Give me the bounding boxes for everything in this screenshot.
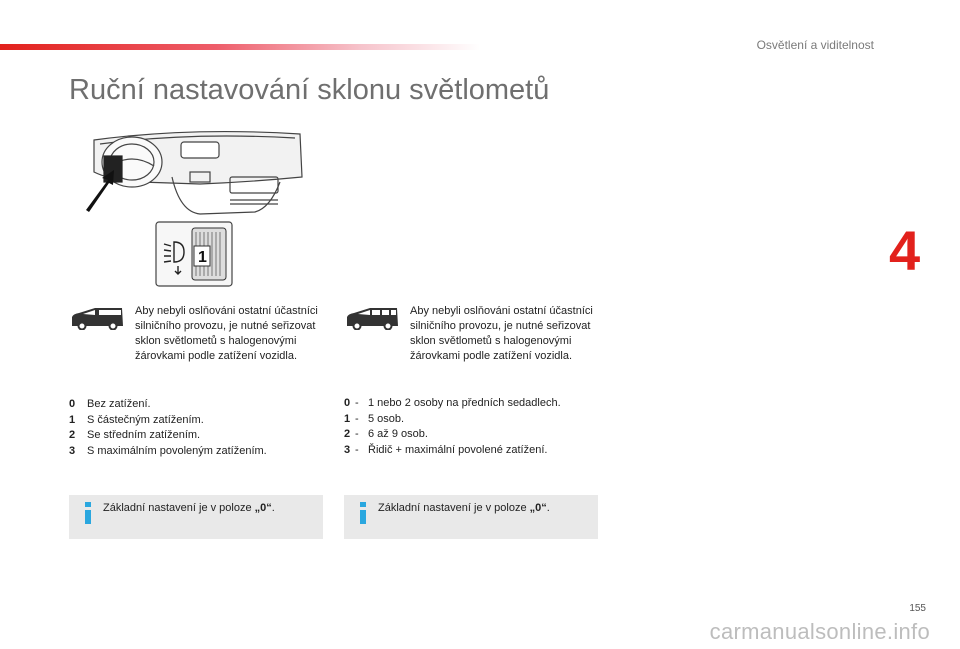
info-icon (358, 502, 368, 524)
list-item: 3 - Řidič + maximální povolené zatížení. (344, 443, 548, 456)
list-item: 2 Se středním zatížením. (69, 429, 201, 441)
dial-label: 1 (198, 249, 207, 266)
right-load-list (344, 396, 561, 458)
header-red-bar (0, 44, 480, 50)
info-icon (83, 502, 93, 524)
section-title: Osvětlení a viditelnost (756, 38, 874, 52)
left-note: Aby nebyli oslňováni ostatní účastníci silničního provozu, je nutné seřizovat sklon světlometů s halogenovými žárovkami podle zatížení vozidla. (135, 305, 318, 362)
page-number: 155 (909, 603, 926, 614)
van-side-windows-icon (344, 306, 400, 330)
right-info-box (344, 495, 598, 539)
list-item: 1 - 5 osob. (344, 412, 405, 425)
left-info-box (69, 495, 323, 539)
page-title: Ruční nastavování sklonu světlometů (69, 74, 550, 106)
list-item: 0 - 1 nebo 2 osoby na předních sedadlech. (344, 397, 561, 409)
chapter-number: 4 (889, 219, 921, 282)
list-item: 1 S částečným zatížením. (69, 413, 204, 426)
right-note: Aby nebyli oslňováni ostatní účastníci silničního provozu, je nutné seřizovat sklon světlometů s halogenovými žárovkami podle zatížení vozidla. (410, 305, 593, 362)
right-info-text: Základní nastavení je v poloze „0“. (378, 502, 550, 514)
van-side-icon (69, 306, 125, 330)
watermark: carmanualsonline.info (709, 619, 930, 644)
left-info-text: Základní nastavení je v poloze „0“. (103, 502, 275, 514)
left-load-list (69, 397, 267, 459)
dashboard-illustration (80, 122, 310, 292)
list-item: 0 Bez zatížení. (69, 398, 151, 410)
list-item: 2 - 6 až 9 osob. (344, 428, 428, 440)
list-item: 3 S maximálním povoleným zatížením. (69, 444, 267, 457)
